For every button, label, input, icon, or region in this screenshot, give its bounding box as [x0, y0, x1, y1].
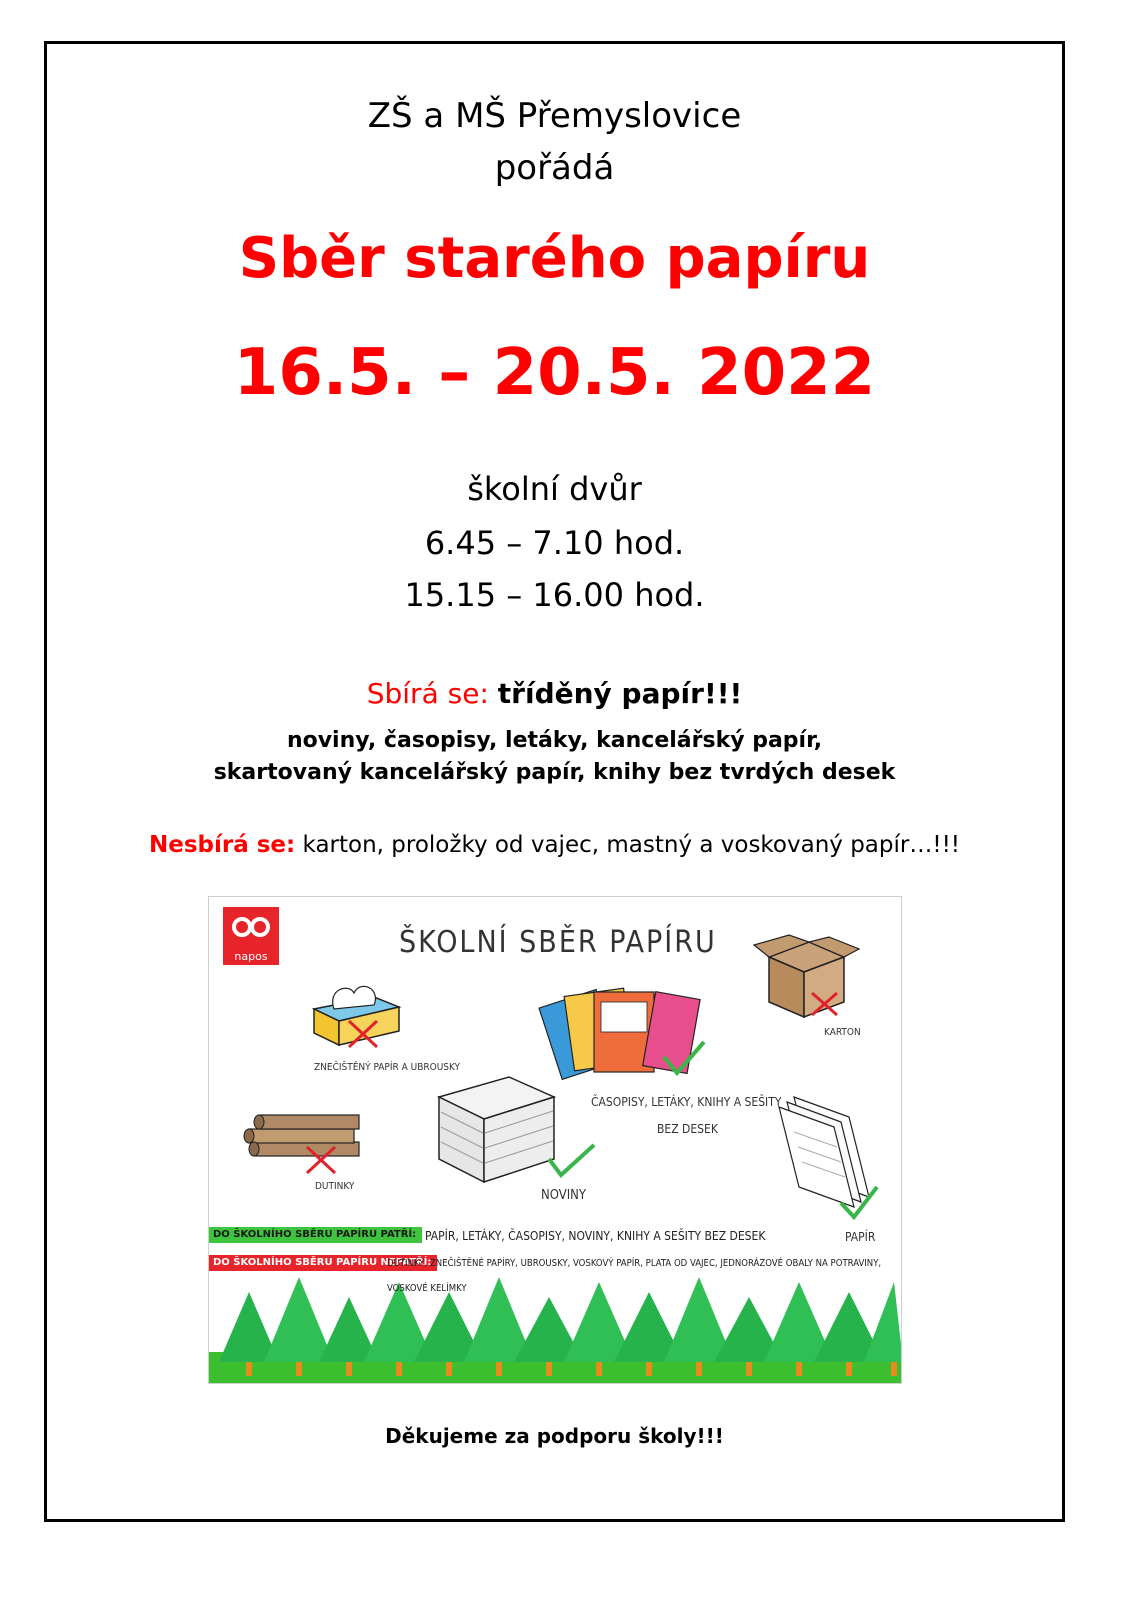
not-belongs-label: DO ŠKOLNÍHO SBĚRU PAPÍRU NEPATŘÍ:	[209, 1255, 437, 1271]
cardboard-tubes-icon	[244, 1115, 359, 1173]
event-dates: 16.5. – 20.5. 2022	[233, 336, 876, 410]
carton-box-icon	[754, 935, 859, 1017]
caption-magazines-line1: ČASOPISY, LETÁKY, KNIHY A SEŠITY	[591, 1095, 782, 1109]
not-collected-label: Nesbírá se:	[148, 832, 296, 858]
not-belongs-text-line2: VOSKOVÉ KELÍMKY	[387, 1283, 467, 1294]
event-place: školní dvůr	[467, 470, 642, 508]
napos-logo	[223, 907, 279, 965]
caption-papir: PAPÍR	[845, 1230, 876, 1244]
tissue-box-icon	[314, 986, 399, 1047]
not-collected-value: karton, proložky od vajec, mastný a voskovaný papír…!!!	[302, 832, 961, 858]
caption-dirty-paper: ZNEČIŠTĚNÝ PAPÍR A UBROUSKY	[314, 1062, 461, 1073]
belongs-text: PAPÍR, LETÁKY, ČASOPISY, NOVINY, KNIHY A SEŠITY BEZ DESEK	[425, 1229, 766, 1243]
collected-items-line2: skartovaný kancelářský papír, knihy bez tvrdých desek	[213, 760, 896, 785]
paper-sheets-icon	[779, 1097, 877, 1217]
organizer-line: ZŠ a MŠ Přemyslovice	[367, 96, 742, 136]
paper-collection-infographic	[208, 896, 902, 1384]
organizer-verb: pořádá	[494, 148, 615, 188]
caption-dutinky: DUTINKY	[315, 1181, 355, 1192]
belongs-label: DO ŠKOLNÍHO SBĚRU PAPÍRU PATŘÍ:	[209, 1227, 422, 1243]
not-collected-line	[44, 832, 1065, 858]
thanks-line: Děkujeme za podporu školy!!!	[385, 1424, 724, 1448]
time-slot-afternoon: 15.15 – 16.00 hod.	[404, 576, 705, 614]
forest-trees	[219, 1277, 902, 1376]
caption-noviny: NOVINY	[541, 1188, 587, 1203]
not-belongs-text-line1: DUTINKY, ZNEČIŠTĚNÉ PAPÍRY, UBROUSKY, VOSKOVÝ PAPÍR, PLATA OD VAJEC, JEDNORÁZOVÉ OBALY NA POTRAVINY,	[387, 1258, 882, 1269]
caption-magazines-line2: BEZ DESEK	[657, 1122, 718, 1136]
magazines-icon	[539, 988, 704, 1079]
time-slot-morning: 6.45 – 7.10 hod.	[424, 524, 685, 562]
newspaper-stack-icon	[439, 1077, 594, 1182]
collected-label: Sbírá se:	[366, 677, 489, 710]
collected-value: tříděný papír!!!	[497, 677, 743, 710]
infinity-icon	[223, 907, 279, 947]
infographic-title: ŠKOLNÍ SBĚR PAPÍRU	[399, 925, 717, 960]
collected-heading	[44, 677, 1065, 710]
infographic-illustration	[209, 897, 902, 1384]
caption-karton: KARTON	[824, 1027, 861, 1038]
collected-items-line1: noviny, časopisy, letáky, kancelářský papír,	[286, 728, 823, 753]
event-title: Sběr starého papíru	[238, 226, 871, 291]
logo-text: napos	[234, 950, 268, 963]
